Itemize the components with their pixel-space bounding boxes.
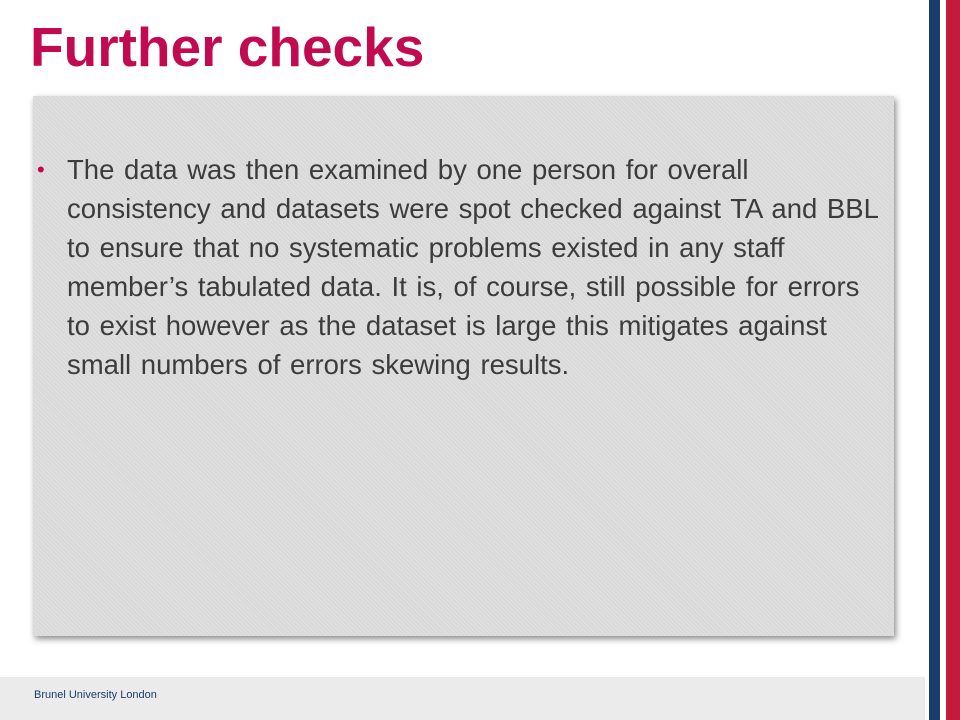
slide-title: Further checks <box>30 16 425 78</box>
content-box <box>33 96 894 636</box>
stripe-red <box>946 0 960 720</box>
stripe-navy <box>929 0 940 720</box>
bullet-marker: • <box>37 157 45 182</box>
footer-organization: Brunel University London <box>34 689 157 701</box>
bullet-text: The data was then examined by one person for overall consistency and datasets were spot checked against TA and BBL to ensure that no systematic problems existed in any staff member’s tabulated data. It is, of course, still possible for errors to exist however as the dataset is large this mitigates against small numbers of errors skewing results. <box>67 154 878 380</box>
brand-stripes <box>925 0 960 720</box>
